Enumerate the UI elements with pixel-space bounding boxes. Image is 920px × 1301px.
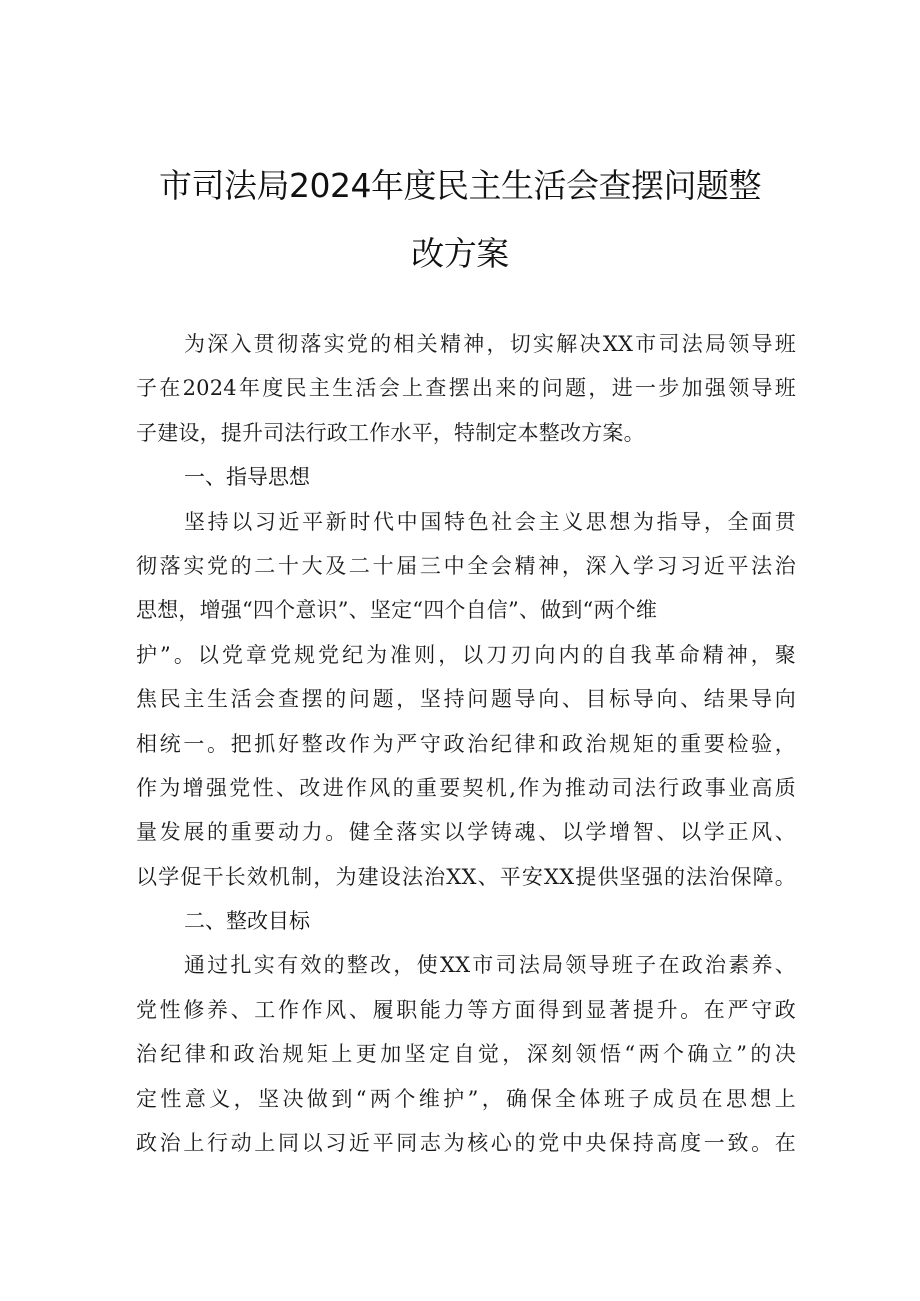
- section1-line: 坚持以习近平新时代中国特色社会主义思想为指导，全面贯: [184, 509, 796, 534]
- section2-line: 定性意义，坚决做到“两个维护”，确保全体班子成员在思想上: [136, 1086, 796, 1111]
- intro-line: 子建设，提升司法行政工作水平，特制定本整改方案。: [136, 420, 645, 445]
- intro-line: 为深入贯彻落实党的相关精神，切实解决XX市司法局领导班: [184, 332, 796, 356]
- section-heading-guiding-ideology: 一、指导思想: [184, 465, 310, 490]
- section-heading-rectification-goals: 二、整改目标: [184, 909, 310, 934]
- section1-line: 相统一。把抓好整改作为严守政治纪律和政治规矩的重要检验，: [136, 731, 796, 756]
- section1-line: 彻落实党的二十大及二十届三中全会精神，深入学习习近平法治: [136, 553, 796, 578]
- section1-line: 以学促干长效机制，为建设法治XX、平安XX提供坚强的法治保障。: [136, 864, 796, 889]
- section2-line: 政治上行动上同以习近平同志为核心的党中央保持高度一致。在: [136, 1131, 796, 1156]
- section1-line: 思想，增强“四个意识”、坚定“四个自信”、做到“两个维: [136, 598, 658, 623]
- section1-line: 护”。以党章党规党纪为准则，以刀刃向内的自我革命精神，聚: [136, 642, 796, 667]
- section2-line: 治纪律和政治规矩上更加坚定自觉，深刻领悟“两个确立”的决: [136, 1042, 796, 1067]
- intro-line: 子在2024年度民主生活会上查摆出来的问题，进一步加强领导班: [136, 376, 796, 401]
- section2-line: 通过扎实有效的整改，使XX市司法局领导班子在政治素养、: [184, 953, 796, 978]
- section1-line: 焦民主生活会查摆的问题，坚持问题导向、目标导向、结果导向: [136, 687, 796, 712]
- section1-line: 量发展的重要动力。健全落实以学铸魂、以学增智、以学正风、: [136, 820, 796, 845]
- section1-line: 作为增强党性、改进作风的重要契机,作为推动司法行政事业高质: [136, 775, 796, 800]
- document-title-line-2: 改方案: [411, 234, 509, 273]
- section2-line: 党性修养、工作作风、履职能力等方面得到显著提升。在严守政: [136, 997, 796, 1022]
- document-body: [136, 322, 796, 1165]
- document-title-line-1: 市司法局2024年度民主生活会查摆问题整: [159, 166, 761, 205]
